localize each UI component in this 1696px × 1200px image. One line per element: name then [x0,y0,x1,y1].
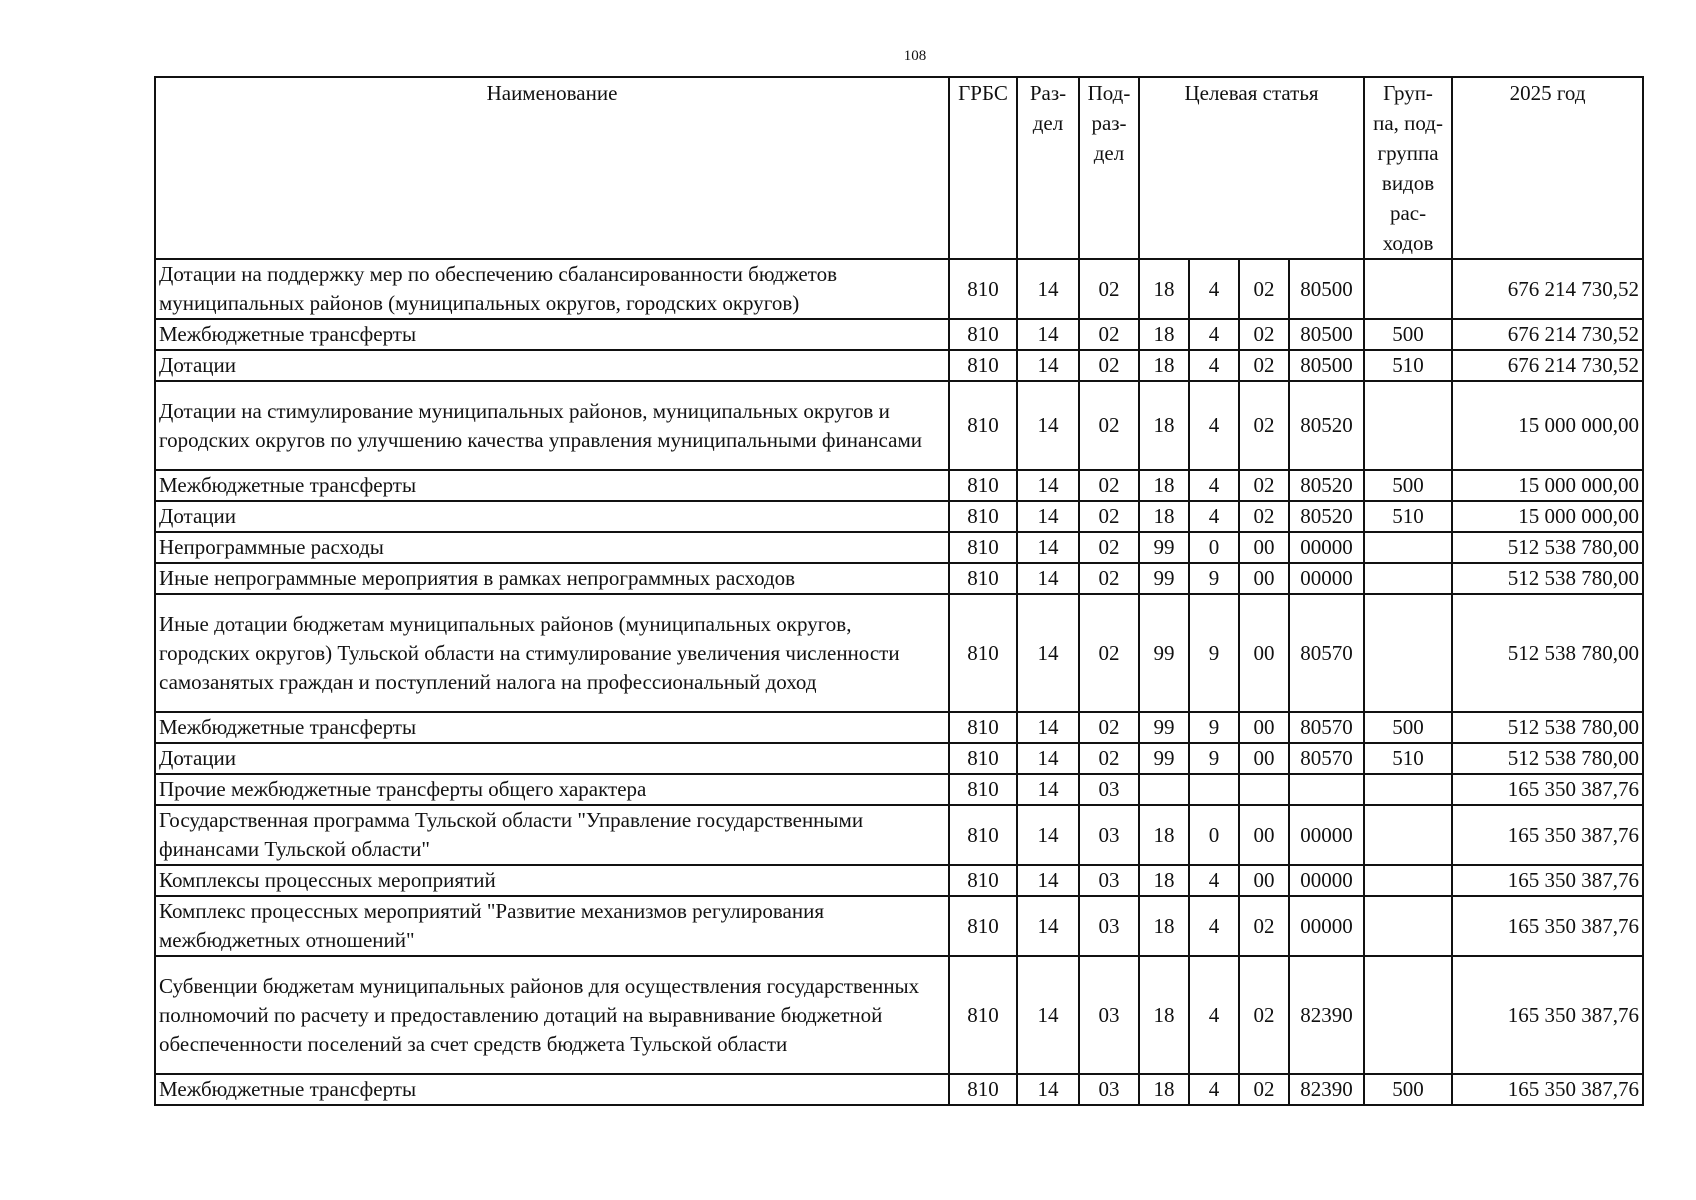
cell-podrazdel: 02 [1079,743,1139,774]
cell-expense-group: 500 [1364,470,1452,501]
cell-podrazdel: 02 [1079,470,1139,501]
cell-expense-group [1364,956,1452,1074]
cell-target-subprogram [1239,774,1289,805]
cell-target-type: 4 [1189,470,1239,501]
cell-target-program: 18 [1139,501,1189,532]
cell-expense-group [1364,896,1452,956]
cell-name: Межбюджетные трансферты [155,712,949,743]
cell-target-subprogram: 00 [1239,743,1289,774]
cell-grbs: 810 [949,470,1017,501]
header-razdel: Раз- дел [1017,77,1079,259]
cell-expense-group [1364,805,1452,865]
cell-target-type: 4 [1189,896,1239,956]
cell-name: Межбюджетные трансферты [155,319,949,350]
cell-grbs: 810 [949,594,1017,712]
cell-target-subprogram: 02 [1239,501,1289,532]
cell-razdel: 14 [1017,896,1079,956]
cell-target-direction: 80520 [1289,501,1364,532]
cell-razdel: 14 [1017,381,1079,470]
cell-amount: 512 538 780,00 [1452,563,1643,594]
cell-expense-group [1364,381,1452,470]
cell-grbs: 810 [949,501,1017,532]
cell-razdel: 14 [1017,319,1079,350]
cell-name: Прочие межбюджетные трансферты общего характера [155,774,949,805]
cell-target-program: 99 [1139,712,1189,743]
cell-grbs: 810 [949,774,1017,805]
header-name: Наименование [155,77,949,259]
cell-target-direction: 80500 [1289,259,1364,319]
cell-target-type: 9 [1189,712,1239,743]
cell-amount: 165 350 387,76 [1452,956,1643,1074]
cell-expense-group [1364,259,1452,319]
cell-target-program: 18 [1139,470,1189,501]
cell-expense-group: 510 [1364,350,1452,381]
cell-target-type [1189,774,1239,805]
cell-razdel: 14 [1017,1074,1079,1105]
cell-name: Дотации на поддержку мер по обеспечению сбалансированности бюджетов муниципальных районов (муниципальных округов, городских округов) [155,259,949,319]
cell-target-subprogram: 00 [1239,712,1289,743]
cell-target-direction: 00000 [1289,896,1364,956]
cell-target-type: 4 [1189,501,1239,532]
cell-razdel: 14 [1017,805,1079,865]
cell-target-type: 9 [1189,563,1239,594]
cell-grbs: 810 [949,865,1017,896]
cell-target-program: 18 [1139,259,1189,319]
cell-target-program: 18 [1139,805,1189,865]
cell-amount: 512 538 780,00 [1452,594,1643,712]
cell-amount: 165 350 387,76 [1452,865,1643,896]
cell-expense-group: 500 [1364,319,1452,350]
cell-target-subprogram: 00 [1239,865,1289,896]
table-row [155,594,1643,712]
cell-amount: 165 350 387,76 [1452,896,1643,956]
cell-name: Дотации [155,350,949,381]
cell-podrazdel: 02 [1079,532,1139,563]
cell-razdel: 14 [1017,501,1079,532]
cell-expense-group: 500 [1364,1074,1452,1105]
cell-target-direction: 00000 [1289,532,1364,563]
table-row [155,865,1643,896]
cell-amount: 15 000 000,00 [1452,470,1643,501]
cell-target-program [1139,774,1189,805]
cell-target-type: 9 [1189,594,1239,712]
cell-amount: 676 214 730,52 [1452,259,1643,319]
cell-grbs: 810 [949,805,1017,865]
cell-expense-group: 510 [1364,743,1452,774]
cell-target-direction: 80500 [1289,350,1364,381]
cell-podrazdel: 02 [1079,501,1139,532]
cell-grbs: 810 [949,1074,1017,1105]
cell-amount: 165 350 387,76 [1452,805,1643,865]
cell-target-direction: 80520 [1289,470,1364,501]
cell-target-subprogram: 02 [1239,1074,1289,1105]
cell-target-program: 18 [1139,350,1189,381]
cell-amount: 676 214 730,52 [1452,319,1643,350]
cell-target-subprogram: 02 [1239,350,1289,381]
cell-name: Непрограммные расходы [155,532,949,563]
cell-target-direction: 80520 [1289,381,1364,470]
cell-grbs: 810 [949,381,1017,470]
cell-expense-group [1364,594,1452,712]
cell-amount: 512 538 780,00 [1452,532,1643,563]
cell-grbs: 810 [949,319,1017,350]
table-row [155,1074,1643,1105]
table-header-row [155,77,1643,259]
cell-expense-group [1364,774,1452,805]
table-row [155,805,1643,865]
table-row [155,712,1643,743]
cell-target-direction: 00000 [1289,865,1364,896]
cell-target-direction: 80500 [1289,319,1364,350]
cell-target-subprogram: 02 [1239,956,1289,1074]
cell-target-direction: 80570 [1289,712,1364,743]
cell-target-type: 0 [1189,805,1239,865]
table-row [155,896,1643,956]
cell-target-direction [1289,774,1364,805]
cell-target-subprogram: 02 [1239,259,1289,319]
table-row [155,381,1643,470]
cell-target-subprogram: 02 [1239,381,1289,470]
cell-podrazdel: 02 [1079,319,1139,350]
cell-target-type: 4 [1189,865,1239,896]
cell-grbs: 810 [949,350,1017,381]
cell-target-subprogram: 02 [1239,319,1289,350]
cell-target-program: 99 [1139,594,1189,712]
cell-podrazdel: 03 [1079,865,1139,896]
cell-grbs: 810 [949,743,1017,774]
table-row [155,532,1643,563]
cell-podrazdel: 02 [1079,594,1139,712]
cell-podrazdel: 02 [1079,712,1139,743]
cell-amount: 15 000 000,00 [1452,381,1643,470]
cell-razdel: 14 [1017,259,1079,319]
cell-target-type: 4 [1189,956,1239,1074]
cell-amount: 512 538 780,00 [1452,743,1643,774]
cell-razdel: 14 [1017,743,1079,774]
table-row [155,563,1643,594]
header-grbs: ГРБС [949,77,1017,259]
cell-name: Иные дотации бюджетам муниципальных районов (муниципальных округов, городских округов) Тульской области на стимулирование увеличения численности самозанятых граждан и поступлений налога на профессиональный доход [155,594,949,712]
cell-target-type: 4 [1189,381,1239,470]
cell-expense-group: 510 [1364,501,1452,532]
cell-target-subprogram: 02 [1239,896,1289,956]
cell-amount: 676 214 730,52 [1452,350,1643,381]
cell-podrazdel: 03 [1079,956,1139,1074]
cell-target-direction: 00000 [1289,805,1364,865]
cell-name: Межбюджетные трансферты [155,1074,949,1105]
cell-name: Комплекс процессных мероприятий "Развитие механизмов регулирования межбюджетных отношений" [155,896,949,956]
table-row [155,470,1643,501]
cell-razdel: 14 [1017,956,1079,1074]
cell-grbs: 810 [949,532,1017,563]
cell-amount: 15 000 000,00 [1452,501,1643,532]
cell-target-subprogram: 02 [1239,470,1289,501]
cell-grbs: 810 [949,896,1017,956]
cell-target-program: 18 [1139,896,1189,956]
cell-target-type: 4 [1189,259,1239,319]
cell-target-program: 99 [1139,563,1189,594]
cell-razdel: 14 [1017,563,1079,594]
cell-razdel: 14 [1017,532,1079,563]
table-row [155,743,1643,774]
cell-target-type: 9 [1189,743,1239,774]
cell-target-program: 99 [1139,743,1189,774]
cell-name: Иные непрограммные мероприятия в рамках непрограммных расходов [155,563,949,594]
cell-podrazdel: 03 [1079,1074,1139,1105]
cell-amount: 512 538 780,00 [1452,712,1643,743]
cell-grbs: 810 [949,259,1017,319]
cell-podrazdel: 02 [1079,381,1139,470]
cell-target-type: 0 [1189,532,1239,563]
cell-target-type: 4 [1189,319,1239,350]
cell-name: Государственная программа Тульской области "Управление государственными финансами Тульской области" [155,805,949,865]
cell-podrazdel: 03 [1079,774,1139,805]
cell-target-program: 18 [1139,319,1189,350]
page-number: 108 [903,48,927,64]
cell-name: Комплексы процессных мероприятий [155,865,949,896]
cell-name: Дотации [155,743,949,774]
table-row [155,501,1643,532]
table-row [155,319,1643,350]
cell-name: Дотации на стимулирование муниципальных районов, муниципальных округов и городских округов по улучшению качества управления муниципальными финансами [155,381,949,470]
cell-name: Субвенции бюджетам муниципальных районов для осуществления государственных полномочий по расчету и предоставлению дотаций на выравнивание бюджетной обеспеченности поселений за счет средств бюджета Тульской области [155,956,949,1074]
header-expense-group: Груп- па, под- группа видов рас- ходов [1364,77,1452,259]
table-body [155,259,1643,1105]
cell-expense-group [1364,532,1452,563]
cell-razdel: 14 [1017,865,1079,896]
cell-target-subprogram: 00 [1239,563,1289,594]
cell-target-type: 4 [1189,1074,1239,1105]
cell-amount: 165 350 387,76 [1452,774,1643,805]
cell-target-subprogram: 00 [1239,532,1289,563]
cell-podrazdel: 03 [1079,805,1139,865]
cell-target-subprogram: 00 [1239,805,1289,865]
table-row [155,774,1643,805]
cell-razdel: 14 [1017,774,1079,805]
table-row [155,259,1643,319]
header-podrazdel: Под- раз- дел [1079,77,1139,259]
cell-target-subprogram: 00 [1239,594,1289,712]
cell-target-program: 99 [1139,532,1189,563]
cell-target-direction: 00000 [1289,563,1364,594]
cell-target-program: 18 [1139,865,1189,896]
cell-name: Межбюджетные трансферты [155,470,949,501]
cell-podrazdel: 02 [1079,350,1139,381]
cell-target-direction: 80570 [1289,743,1364,774]
cell-grbs: 810 [949,956,1017,1074]
cell-razdel: 14 [1017,470,1079,501]
cell-razdel: 14 [1017,350,1079,381]
cell-razdel: 14 [1017,712,1079,743]
cell-grbs: 810 [949,712,1017,743]
table-row [155,350,1643,381]
header-target-article: Целевая статья [1139,77,1364,259]
cell-name: Дотации [155,501,949,532]
cell-target-program: 18 [1139,1074,1189,1105]
cell-razdel: 14 [1017,594,1079,712]
cell-grbs: 810 [949,563,1017,594]
header-year: 2025 год [1452,77,1643,259]
cell-target-direction: 82390 [1289,956,1364,1074]
cell-podrazdel: 02 [1079,563,1139,594]
cell-podrazdel: 02 [1079,259,1139,319]
cell-target-type: 4 [1189,350,1239,381]
cell-expense-group: 500 [1364,712,1452,743]
cell-expense-group [1364,865,1452,896]
cell-podrazdel: 03 [1079,896,1139,956]
cell-expense-group [1364,563,1452,594]
budget-table [154,76,1644,1106]
cell-target-program: 18 [1139,381,1189,470]
cell-amount: 165 350 387,76 [1452,1074,1643,1105]
cell-target-direction: 82390 [1289,1074,1364,1105]
cell-target-direction: 80570 [1289,594,1364,712]
cell-target-program: 18 [1139,956,1189,1074]
table-row [155,956,1643,1074]
